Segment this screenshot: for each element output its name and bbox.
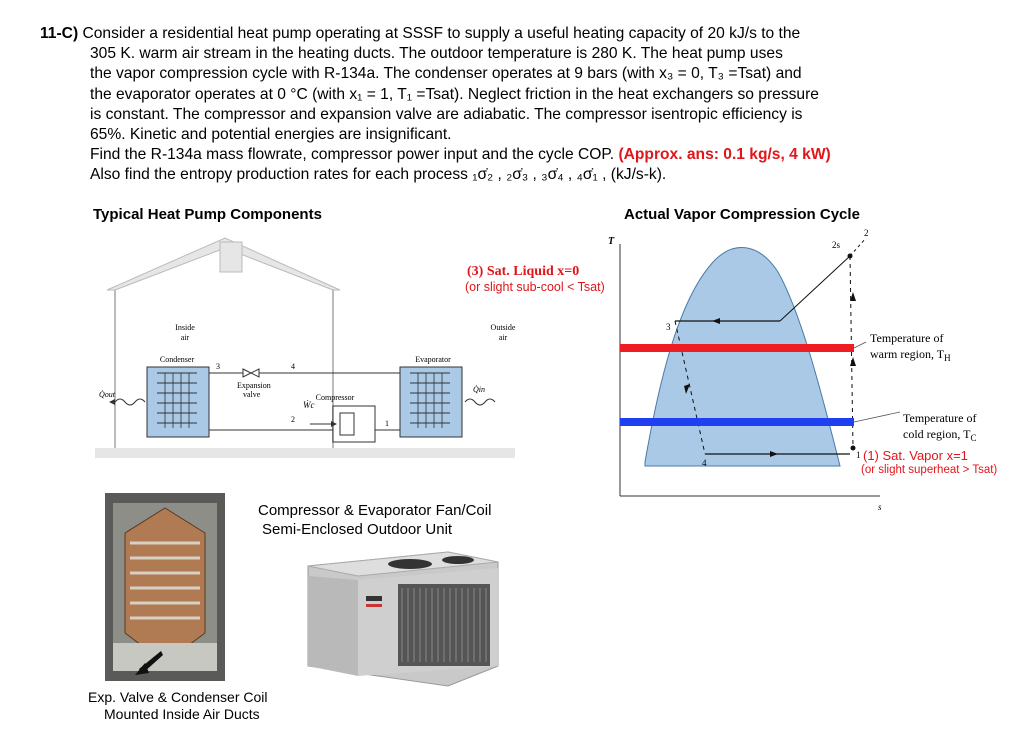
expansion-valve — [243, 369, 251, 377]
outdoor-unit-caption-2: Semi-Enclosed Outdoor Unit — [262, 521, 453, 538]
photo-caption-2: Mounted Inside Air Ducts — [104, 706, 260, 722]
problem-find: Find the R-134a mass flowrate, compressor power input and the cycle COP. — [90, 146, 615, 164]
problem-line-6: 65%. Kinetic and potential energies are insignificant. — [90, 126, 452, 144]
problem-statement — [40, 24, 985, 186]
problem-line-2: 305 K. warm air stream in the heating ducts. The outdoor temperature is 280 K. The heat pump uses — [90, 45, 783, 63]
state-4-label: 4 — [291, 362, 295, 371]
outdoor-unit-image — [298, 548, 503, 690]
callout-1-subtitle: (or slight superheat > Tsat) — [861, 464, 998, 476]
callout-3-title: (3) Sat. Liquid x=0 — [467, 264, 580, 279]
problem-also: Also find the entropy production rates for each process ₁σ̇₂ , ₂σ̇₃ , ₃σ̇₄ , ₄σ̇₁ , (kJ/s-k). — [90, 166, 667, 184]
right-section-title: Actual Vapor Compression Cycle — [624, 206, 860, 223]
outside-label: Outside — [490, 323, 516, 332]
state-3-point: 3 — [666, 322, 671, 332]
state-1-label: 1 — [385, 419, 389, 428]
inside-label-2: air — [180, 333, 190, 342]
problem-line-4: the evaporator operates at 0 °C (with x₁ = 1, T₁ =Tsat). Neglect friction in the heat exchangers so pressure — [90, 85, 819, 103]
problem-line-3: the vapor compression cycle with R-134a. The condenser operates at 9 bars (with x₃ = 0, T₃ =Tsat) and — [90, 65, 802, 83]
outside-label-2: air — [498, 333, 508, 342]
state-2s-point: 2s — [832, 240, 841, 250]
approx-answer: (Approx. ans: 0.1 kg/s, 4 kW) — [618, 146, 831, 164]
problem-number: 11-C) — [40, 25, 79, 42]
condenser-label: Condenser — [159, 355, 195, 364]
problem-line-5: is constant. The compressor and expansion valve are adiabatic. The compressor isentropic efficiency is — [90, 105, 803, 123]
inside-label: Inside — [175, 323, 195, 332]
expansion-label: Expansion — [237, 381, 271, 390]
state-2-label: 2 — [291, 415, 295, 424]
callout-1-title: (1) Sat. Vapor x=1 — [863, 448, 968, 463]
house-chimney — [220, 242, 242, 272]
state-1-point: 1 — [856, 450, 861, 460]
warm-region-label-2: warm region, $T_H$ — [870, 347, 951, 363]
evaporator-box — [400, 367, 462, 437]
q-out-label: Q̇out — [99, 390, 115, 399]
q-in-label: Q̇in — [473, 385, 485, 394]
ground — [95, 448, 515, 458]
left-section-title: Typical Heat Pump Components — [93, 206, 322, 223]
problem-line-1: Consider a residential heat pump operating at SSSF to supply a useful heating capacity of 20 kJ/s to the — [82, 25, 801, 42]
warm-region-label-1: Temperature of — [870, 331, 944, 345]
saturation-dome — [645, 248, 840, 467]
state-4-point: 4 — [702, 458, 707, 468]
evaporator-label: Evaporator — [415, 355, 451, 364]
work-label: Ẇc — [303, 400, 315, 410]
outdoor-unit-caption-1: Compressor & Evaporator Fan/Coil — [258, 502, 492, 519]
state-2-point: 2 — [864, 228, 869, 238]
condenser-coil-photo — [105, 493, 225, 681]
problem-find-line — [40, 145, 985, 165]
photo-caption-1: Exp. Valve & Condenser Coil — [88, 689, 268, 705]
compressor-label: Compressor — [315, 393, 355, 402]
state-3-label: 3 — [216, 362, 220, 371]
cold-region-label-2: cold region, $T_C$ — [903, 427, 977, 443]
t-axis-label: T — [608, 236, 615, 247]
cold-region-label-1: Temperature of — [903, 411, 977, 425]
s-axis-label: s — [878, 502, 882, 512]
expansion-label-2: valve — [243, 390, 261, 399]
condenser-box — [147, 367, 209, 437]
heat-pump-schematic — [95, 230, 515, 475]
callout-3-subtitle: (or slight sub-cool < Tsat) — [465, 280, 605, 294]
